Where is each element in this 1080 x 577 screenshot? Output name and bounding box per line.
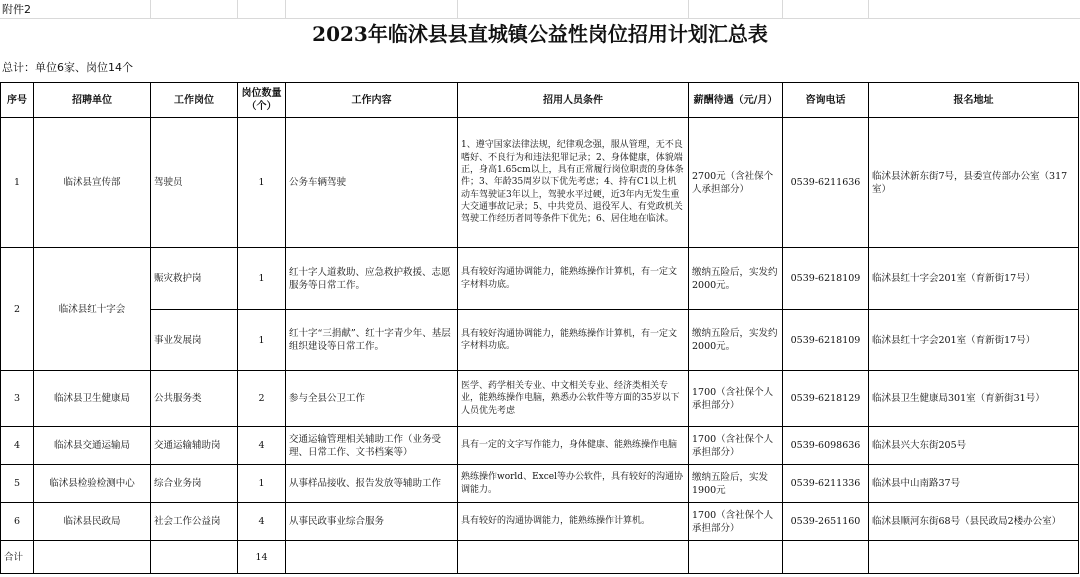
- header-address: 报名地址: [869, 83, 1079, 118]
- cell-address: 临沭县卫生健康局301室（育新街31号）: [869, 371, 1079, 427]
- cell-requirements: 具有较好的沟通协调能力，能熟练操作计算机。: [458, 503, 689, 541]
- table-row: [1, 310, 1079, 371]
- cell-post: 赈灾救护岗: [151, 248, 238, 310]
- cell-index: 4: [1, 427, 34, 465]
- cell-salary: 缴纳五险后，实发约2000元。: [689, 248, 783, 310]
- cell-count: 4: [238, 503, 286, 541]
- cell-post: 社会工作公益岗: [151, 503, 238, 541]
- cell-content: 红十字人道救助、应急救护救援、志愿服务等日常工作。: [286, 248, 458, 310]
- cell-count: 4: [238, 427, 286, 465]
- cell-post: 综合业务岗: [151, 465, 238, 503]
- cell-salary: 1700（含社保个人承担部分）: [689, 371, 783, 427]
- table-row: [1, 427, 1079, 465]
- cell-post: 事业发展岗: [151, 310, 238, 371]
- cell-count: 2: [238, 371, 286, 427]
- cell-count: 1: [238, 310, 286, 371]
- header-count: 岗位数量（个）: [238, 83, 286, 118]
- cell-phone: 0539-6211636: [783, 118, 869, 248]
- cell-count: 1: [238, 465, 286, 503]
- cell-content: 红十字“三捐献”、红十字青少年、基层组织建设等日常工作。: [286, 310, 458, 371]
- total-label: 合计: [1, 541, 34, 574]
- table-row: [1, 371, 1079, 427]
- cell-requirements: 具有较好沟通协调能力，能熟练操作计算机，有一定文字材料功底。: [458, 248, 689, 310]
- cell-address: 临沭县顺河东街68号（县民政局2楼办公室）: [869, 503, 1079, 541]
- cell-salary: 缴纳五险后，实发约2000元。: [689, 310, 783, 371]
- cell-requirements: 1、遵守国家法律法规，纪律观念强，服从管理，无不良嗜好、不良行为和违法犯罪记录；2、身体健康，体貌端正，身高1.65cm以上，具有正常履行岗位职责的身体条件；3、年龄35周岁以下优先考虑；4、持有C1以上机动车驾驶证3年以上，驾驶水平过硬，近3年内无发生重大交通事故记录；5、中共党员、退役军人、有党政机关驾驶工作经历者同等条件下优先；6、居住地在临沭。: [458, 118, 689, 248]
- empty-cell: [151, 541, 238, 574]
- empty-cell: [689, 541, 783, 574]
- cell-content: 从事样品接收、报告发放等辅助工作: [286, 465, 458, 503]
- cell-unit: 临沭县宣传部: [34, 118, 151, 248]
- cell-index: 1: [1, 118, 34, 248]
- cell-address: 临沭县红十字会201室（育新街17号）: [869, 310, 1079, 371]
- cell-salary: 2700元（含社保个人承担部分）: [689, 118, 783, 248]
- cell-phone: 0539-6211336: [783, 465, 869, 503]
- cell-requirements: 具有较好沟通协调能力，能熟练操作计算机，有一定文字材料功底。: [458, 310, 689, 371]
- cell-index: 2: [1, 248, 34, 371]
- empty-cell: [286, 541, 458, 574]
- table-row: [1, 118, 1079, 248]
- cell-unit: 临沭县交通运输局: [34, 427, 151, 465]
- table-row: [1, 503, 1079, 541]
- cell-content: 交通运输管理相关辅助工作（业务受理、日常工作、文书档案等）: [286, 427, 458, 465]
- empty-cell: [458, 541, 689, 574]
- cell-requirements: 熟练操作world、Excel等办公软件，具有较好的沟通协调能力。: [458, 465, 689, 503]
- cell-phone: 0539-6098636: [783, 427, 869, 465]
- cell-requirements: 具有一定的文字写作能力，身体健康、能熟练操作电脑: [458, 427, 689, 465]
- cell-salary: 1700（含社保个人承担部分）: [689, 503, 783, 541]
- header-salary: 薪酬待遇（元/月）: [689, 83, 783, 118]
- cell-address: 临沭县红十字会201室（育新街17号）: [869, 248, 1079, 310]
- page-title: 2023年临沭县县直城镇公益性岗位招用计划汇总表: [312, 22, 768, 46]
- cell-content: 公务车辆驾驶: [286, 118, 458, 248]
- cell-address: 临沭县沭新东街7号，县委宣传部办公室（317室）: [869, 118, 1079, 248]
- empty-cell: [34, 541, 151, 574]
- cell-count: 1: [238, 118, 286, 248]
- cell-unit: 临沭县卫生健康局: [34, 371, 151, 427]
- cell-post: 交通运输辅助岗: [151, 427, 238, 465]
- header-index: 序号: [1, 83, 34, 118]
- header-phone: 咨询电话: [783, 83, 869, 118]
- total-row: [1, 541, 1079, 574]
- sheet-gridlines: [0, 0, 1080, 19]
- cell-index: 5: [1, 465, 34, 503]
- cell-index: 3: [1, 371, 34, 427]
- cell-salary: 缴纳五险后，实发1900元: [689, 465, 783, 503]
- cell-post: 驾驶员: [151, 118, 238, 248]
- cell-unit: 临沭县检验检测中心: [34, 465, 151, 503]
- cell-phone: 0539-6218109: [783, 310, 869, 371]
- cell-salary: 1700（含社保个人承担部分）: [689, 427, 783, 465]
- header-post: 工作岗位: [151, 83, 238, 118]
- header-requirements: 招用人员条件: [458, 83, 689, 118]
- empty-cell: [869, 541, 1079, 574]
- cell-post: 公共服务类: [151, 371, 238, 427]
- cell-phone: 0539-6218109: [783, 248, 869, 310]
- cell-phone: 0539-2651160: [783, 503, 869, 541]
- table-row: [1, 465, 1079, 503]
- cell-unit: 临沭县红十字会: [34, 248, 151, 371]
- header-row: [1, 83, 1079, 118]
- summary-text: 总计：单位6家、岗位14个: [2, 61, 133, 74]
- attachment-label: 附件2: [2, 3, 31, 16]
- table-row: [1, 248, 1079, 310]
- cell-count: 1: [238, 248, 286, 310]
- empty-cell: [783, 541, 869, 574]
- cell-index: 6: [1, 503, 34, 541]
- recruitment-table: [0, 82, 1079, 574]
- cell-content: 参与全县公卫工作: [286, 371, 458, 427]
- header-unit: 招聘单位: [34, 83, 151, 118]
- cell-content: 从事民政事业综合服务: [286, 503, 458, 541]
- cell-address: 临沭县中山南路37号: [869, 465, 1079, 503]
- header-content: 工作内容: [286, 83, 458, 118]
- cell-phone: 0539-6218129: [783, 371, 869, 427]
- cell-address: 临沭县兴大东街205号: [869, 427, 1079, 465]
- cell-unit: 临沭县民政局: [34, 503, 151, 541]
- cell-requirements: 医学、药学相关专业、中文相关专业、经济类相关专业，能熟练操作电脑，熟悉办公软件等方面的35岁以下人员优先考虑: [458, 371, 689, 427]
- total-count: 14: [238, 541, 286, 574]
